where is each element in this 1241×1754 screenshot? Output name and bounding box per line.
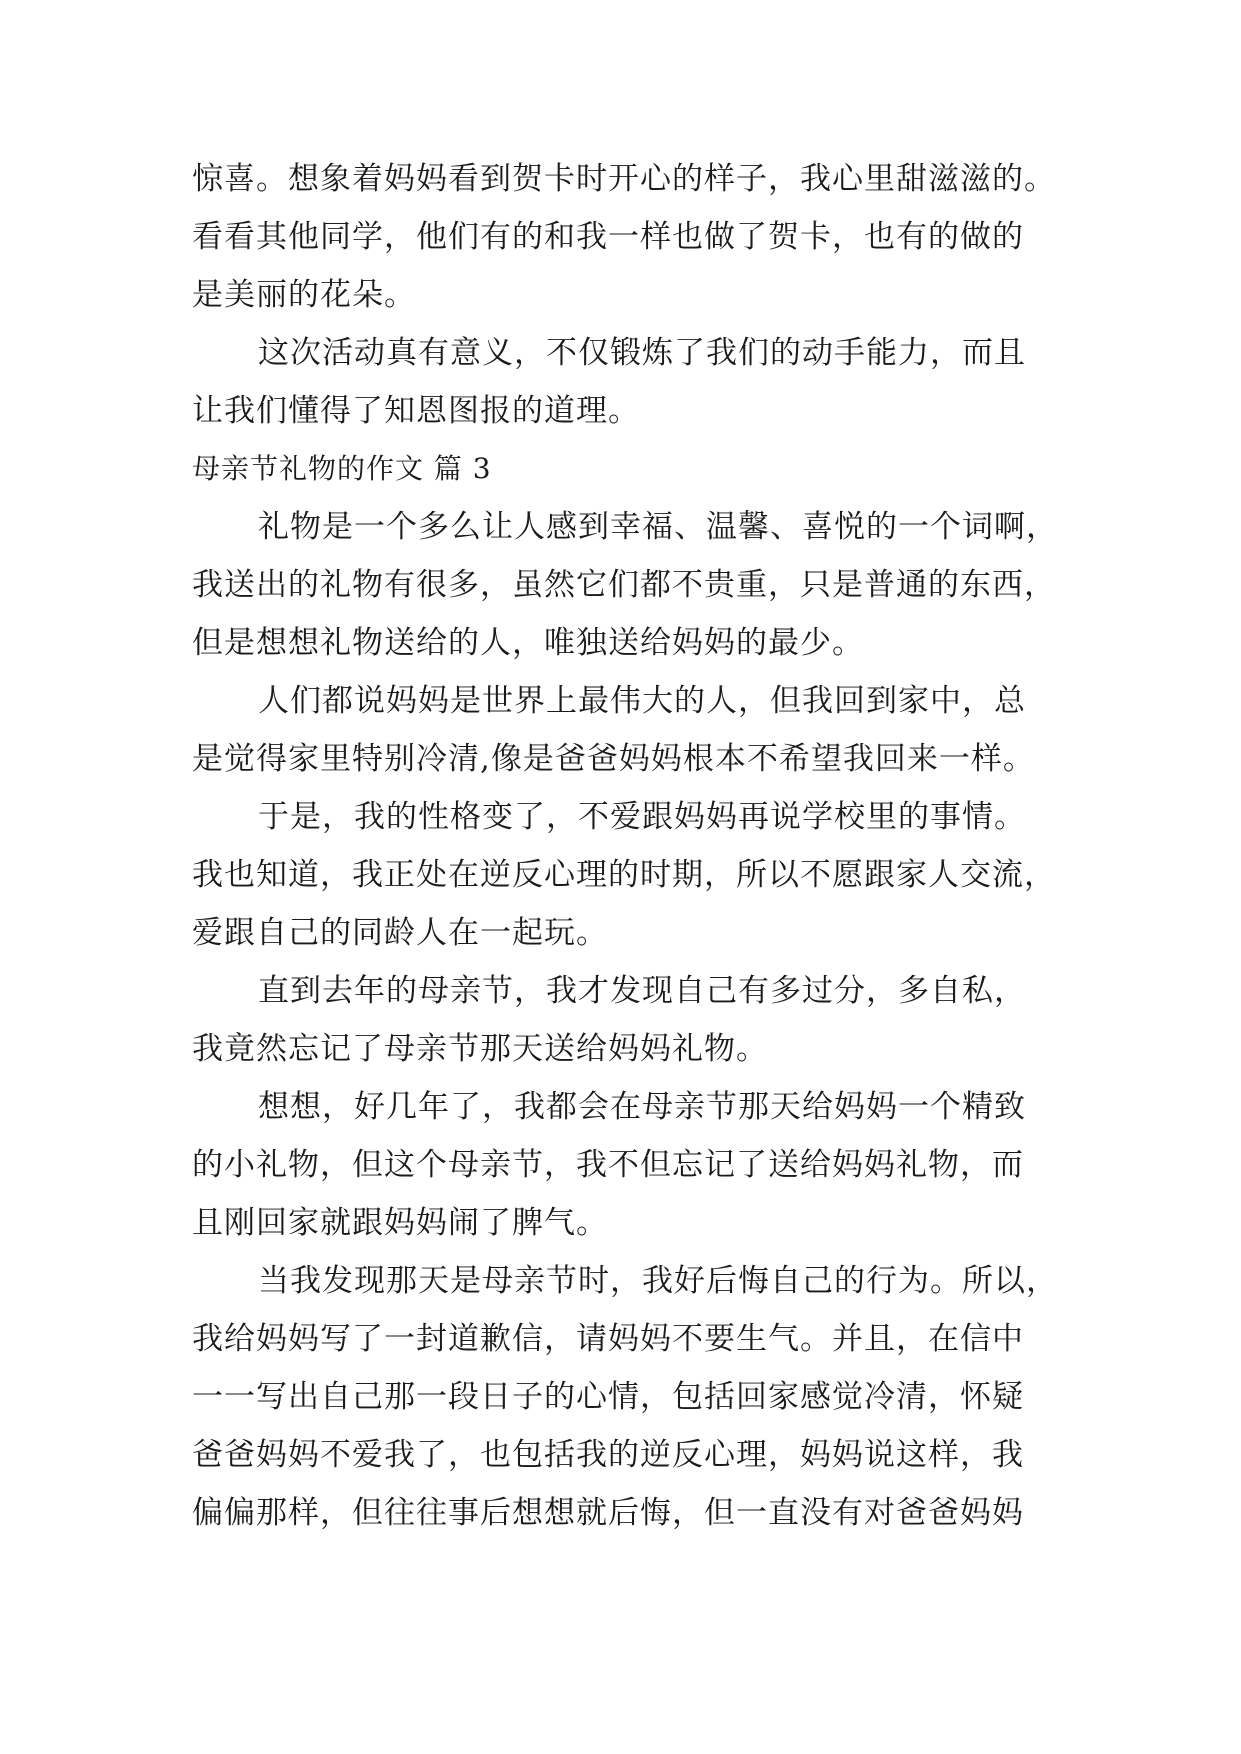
paragraph-start-line: 礼物是一个多么让人感到幸福、温馨、喜悦的一个词啊， — [258, 509, 1058, 545]
text-line: 看看其他同学，他们有的和我一样也做了贺卡，也有的做的 — [192, 219, 1024, 255]
paragraph-start-line: 人们都说妈妈是世界上最伟大的人，但我回到家中，总 — [258, 683, 1026, 719]
paragraph-start-line: 当我发现那天是母亲节时，我好后悔自己的行为。所以， — [258, 1263, 1058, 1299]
text-line: 爸爸妈妈不爱我了，也包括我的逆反心理，妈妈说这样，我 — [192, 1437, 1024, 1473]
text-line: 惊喜。想象着妈妈看到贺卡时开心的样子，我心里甜滋滋的。 — [192, 161, 1056, 197]
text-line: 偏偏那样，但往往事后想想就后悔，但一直没有对爸爸妈妈 — [192, 1495, 1024, 1531]
text-line: 我送出的礼物有很多，虽然它们都不贵重，只是普通的东西， — [192, 567, 1056, 603]
text-line: 我竟然忘记了母亲节那天送给妈妈礼物。 — [192, 1031, 768, 1067]
paragraph-start-line: 直到去年的母亲节，我才发现自己有多过分，多自私， — [258, 973, 1026, 1009]
text-line: 让我们懂得了知恩图报的道理。 — [192, 393, 640, 429]
text-line: 是美丽的花朵。 — [192, 277, 416, 313]
paragraph-start-line: 想想，好几年了，我都会在母亲节那天给妈妈一个精致 — [258, 1089, 1026, 1125]
text-line: 但是想想礼物送给的人，唯独送给妈妈的最少。 — [192, 625, 864, 661]
text-line: 是觉得家里特别冷清,像是爸爸妈妈根本不希望我回来一样。 — [192, 741, 1035, 777]
document-body — [192, 150, 1072, 1542]
text-line: 且刚回家就跟妈妈闹了脾气。 — [192, 1205, 608, 1241]
section-heading: 母亲节礼物的作文 篇 3 — [192, 452, 492, 485]
paragraph-start-line: 于是，我的性格变了，不爱跟妈妈再说学校里的事情。 — [258, 799, 1026, 835]
text-line: 爱跟自己的同龄人在一起玩。 — [192, 915, 608, 951]
text-line: 一一写出自己那一段日子的心情，包括回家感觉冷清，怀疑 — [192, 1379, 1024, 1415]
text-line: 的小礼物，但这个母亲节，我不但忘记了送给妈妈礼物，而 — [192, 1147, 1024, 1183]
text-line: 我也知道，我正处在逆反心理的时期，所以不愿跟家人交流， — [192, 857, 1056, 893]
text-line: 我给妈妈写了一封道歉信，请妈妈不要生气。并且，在信中 — [192, 1321, 1024, 1357]
paragraph-start-line: 这次活动真有意义，不仅锻炼了我们的动手能力，而且 — [258, 335, 1026, 371]
